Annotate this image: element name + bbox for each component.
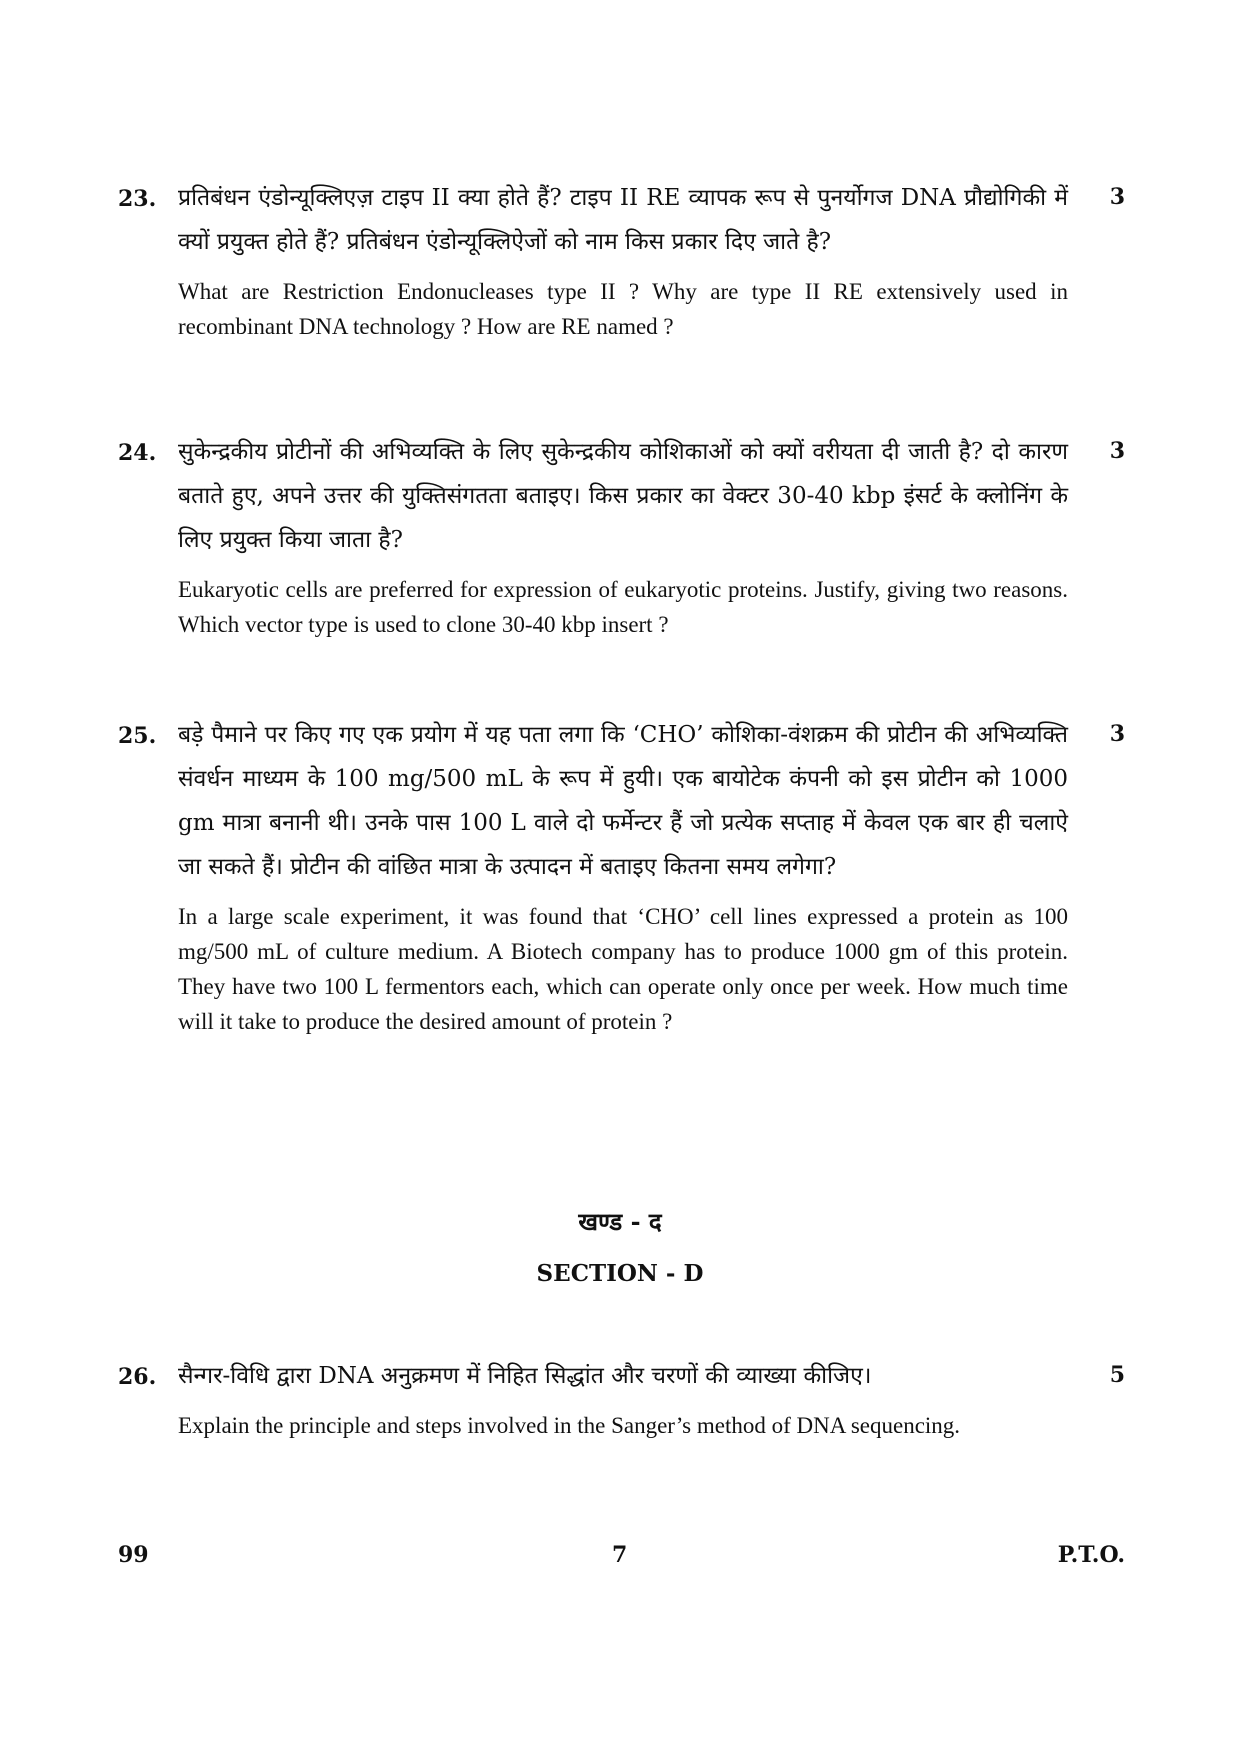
question-english-text: Explain the principle and steps involved in the Sanger’s method of DNA sequencing. [178,1413,961,1438]
question-number: 26. [118,1364,157,1390]
question-english-text: What are Restriction Endonucleases type II ? Why are type II RE extensively used in recombinant DNA technology ? How are RE named ? [178,279,1068,339]
question-marks: 3 [1109,721,1125,747]
question-hindi-text: प्रतिबंधन एंडोन्यूक्लिएज़ टाइप II क्या होते हैं? टाइप II RE व्यापक रूप से पुनर्योगज DNA प्रौद्योगिकी में क्यों प्रयुक्त होते हैं? प्रतिबंधन एंडोन्यूक्लिऐजों को नाम किस प्रकार दिए जाते है? [178,185,1068,255]
pto-label: P.T.O. [1057,1542,1125,1568]
question-english-text: Eukaryotic cells are preferred for expression of eukaryotic proteins. Justify, giving two reasons. Which vector type is used to clone 30-40 kbp insert ? [178,577,1068,637]
question-number: 24. [118,440,157,466]
section-heading-hindi: खण्ड - द [578,1207,662,1236]
question-english-text: In a large scale experiment, it was found that ‘CHO’ cell lines expressed a protein as 100 mg/500 mL of culture medium. A Biotech company has to produce 1000 gm of this protein. They have two 100 L fermentors each, which can operate only once per week. How much time will it take to produce the desired amount of protein ? [178,904,1068,1034]
question-marks: 3 [1109,438,1125,464]
question-hindi-text: सुकेन्द्रकीय प्रोटीनों की अभिव्यक्ति के लिए सुकेन्द्रकीय कोशिकाओं को क्यों वरीयता दी जाती है? दो कारण बताते हुए, अपने उत्तर की युक्तिसंगतता बताइए। किस प्रकार का वेक्टर 30-40 kbp इंसर्ट के क्लोनिंग के लिए प्रयुक्त किया जाता है? [178,439,1068,553]
paper-code: 99 [118,1542,149,1568]
question-hindi-text: बड़े पैमाने पर किए गए एक प्रयोग में यह पता लगा कि ‘CHO’ कोशिका-वंशक्रम की प्रोटीन की अभिव्यक्ति संवर्धन माध्यम के 100 mg/500 mL के रूप में हुयी। एक बायोटेक कंपनी को इस प्रोटीन को 1000 gm मात्रा बनानी थी। उनके पास 100 L वाले दो फर्मेन्टर हैं जो प्रत्येक सप्ताह में केवल एक बार ही चलाऐ जा सकते हैं। प्रोटीन की वांछित मात्रा के उत्पादन में बताइए कितना समय लगेगा? [178,722,1068,880]
question-marks: 5 [1109,1362,1125,1388]
question-number: 23. [118,186,157,212]
question-hindi-text: सैन्गर-विधि द्वारा DNA अनुक्रमण में निहित सिद्धांत और चरणों की व्याख्या कीजिए। [178,1363,872,1389]
question-marks: 3 [1109,184,1125,210]
section-heading-english: SECTION - D [536,1260,704,1287]
page-number: 7 [612,1542,628,1568]
question-number: 25. [118,723,157,749]
